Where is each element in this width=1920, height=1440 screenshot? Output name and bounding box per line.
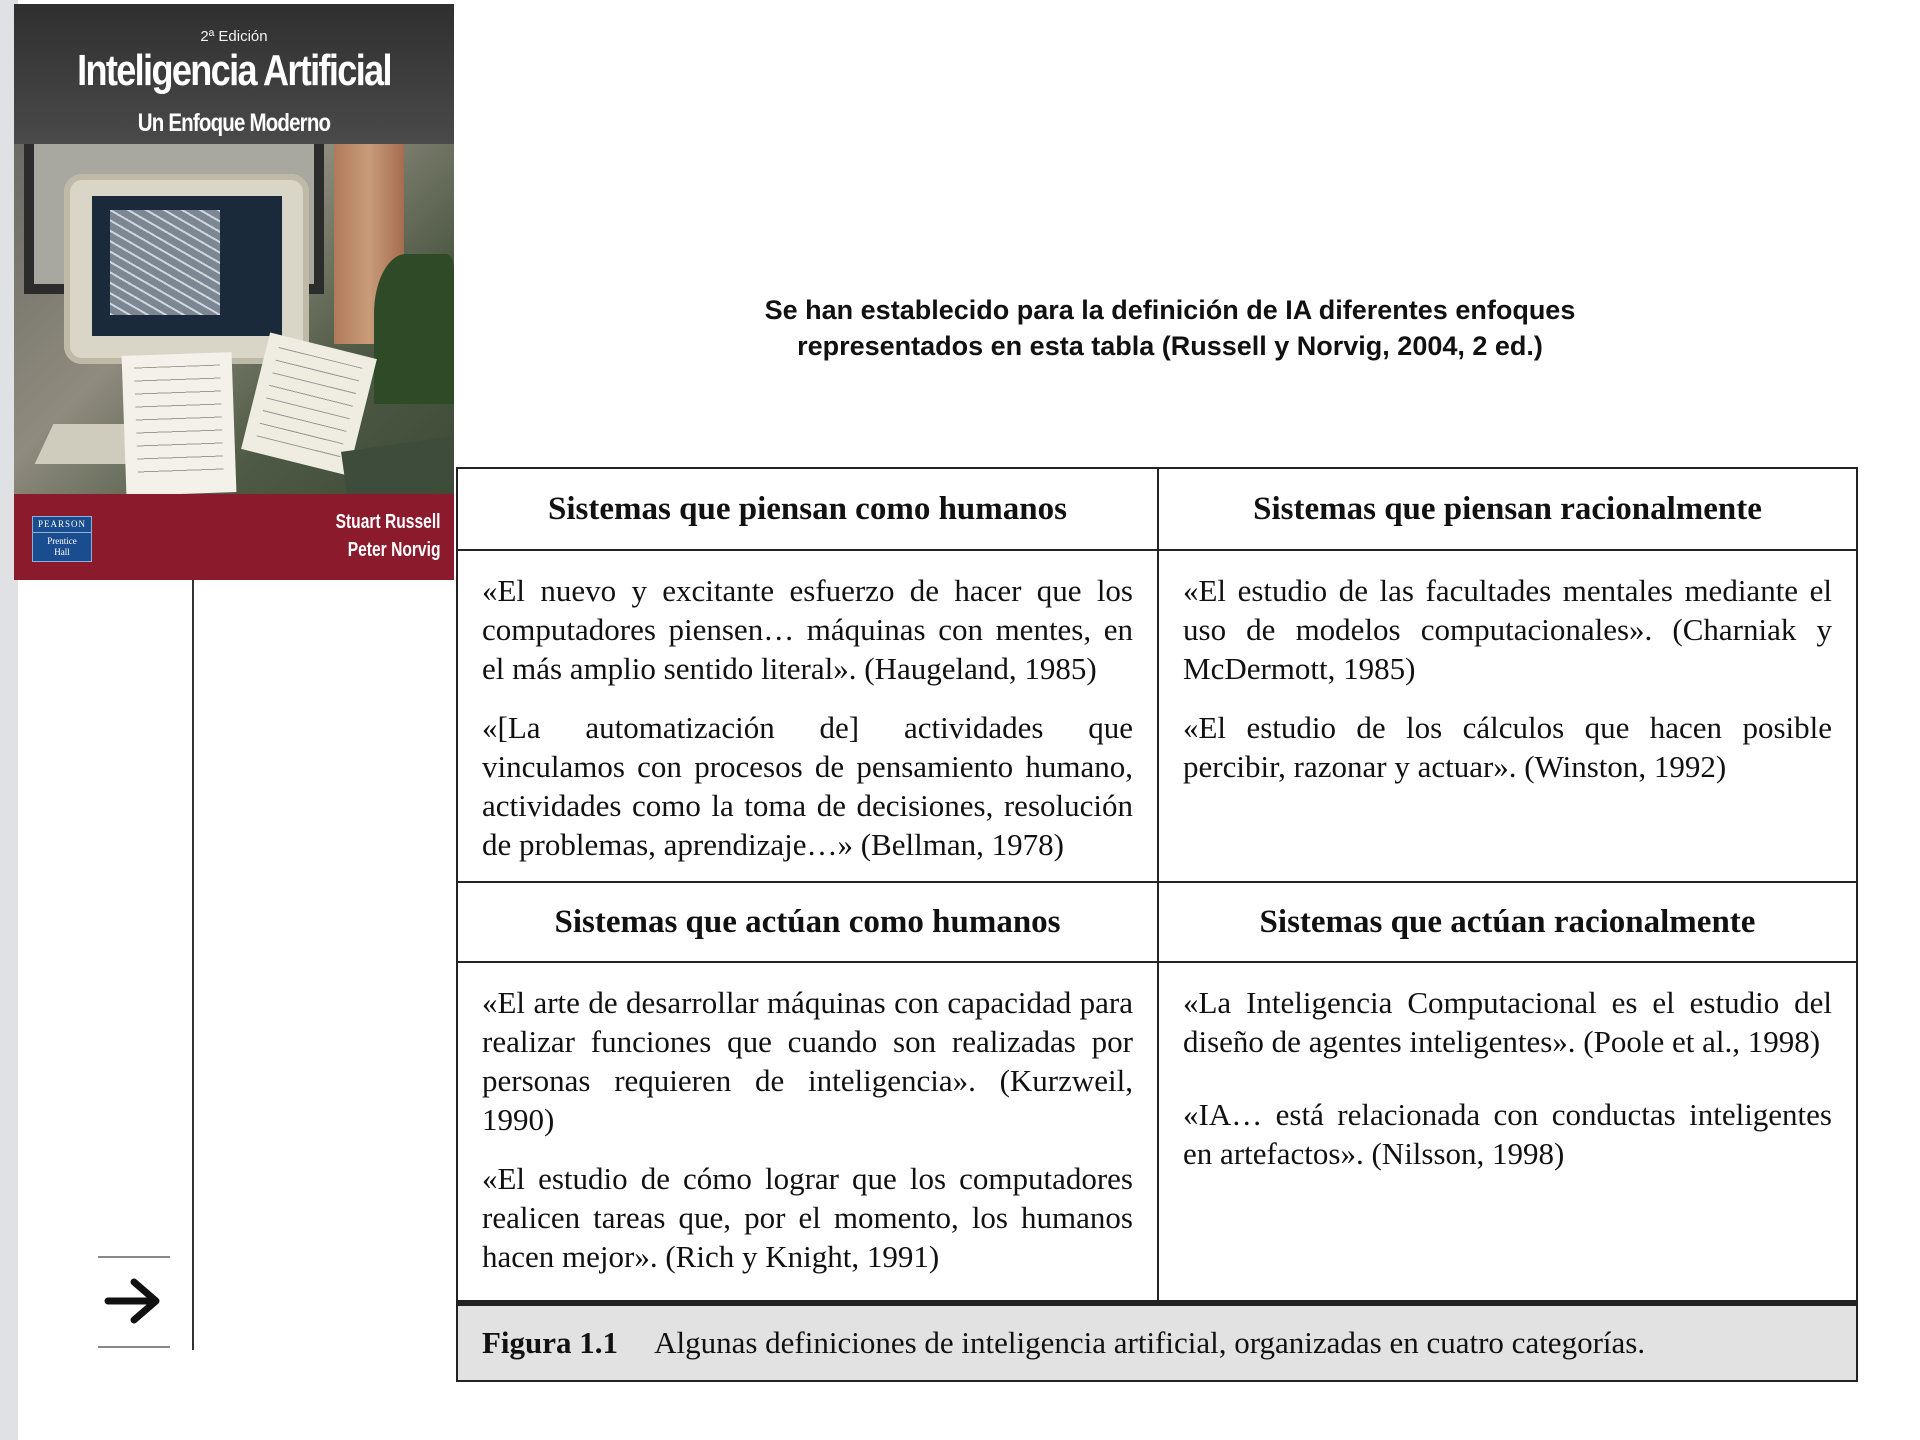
nav-divider — [98, 1256, 170, 1258]
heading-line: representados en esta tabla (Russell y Norvig, 2004, 2 ed.) — [797, 331, 1543, 361]
definition-quote: «El estudio de las facultades mentales mediante el uso de modelos computacionales». (Charniak y McDermott, 1985) — [1183, 573, 1832, 686]
publisher-logo: PEARSON Prentice Hall — [32, 516, 92, 562]
header-act-rational: Sistemas que actúan racionalmente — [1259, 903, 1756, 940]
vertical-rule — [192, 580, 194, 1350]
slide-heading — [660, 292, 1680, 364]
cover-title: Inteligencia Artificial — [77, 46, 391, 95]
definition-quote: «El nuevo y excitante esfuerzo de hacer que los computadores piensen… máquinas con mentes, en el más amplio sentido literal». (Haugeland, 1985) — [482, 573, 1133, 686]
cell-think-human — [458, 551, 1157, 881]
header-think-rational: Sistemas que piensan racionalmente — [1253, 490, 1762, 527]
definition-quote: «El arte de desarrollar máquinas con capacidad para realizar funciones que cuando son realizadas por personas requieren de inteligencia». (Kurzweil, 1990) — [482, 985, 1133, 1137]
cover-title-band — [14, 4, 454, 144]
cover-author: Peter Norvig — [347, 539, 440, 561]
definition-quote: «El estudio de los cálculos que hacen posible percibir, razonar y actuar». (Winston, 1992) — [1183, 710, 1832, 784]
cell-think-rational — [1159, 551, 1856, 881]
cover-illustration — [14, 144, 454, 494]
nav-divider — [98, 1346, 170, 1348]
cover-edition: 2ª Edición — [200, 28, 268, 45]
cover-tree — [374, 254, 454, 404]
header-act-human: Sistemas que actúan como humanos — [554, 903, 1061, 940]
heading-line: Se han establecido para la definición de IA diferentes enfoques — [764, 295, 1576, 325]
definitions-table — [456, 467, 1858, 1382]
header-think-human: Sistemas que piensan como humanos — [548, 490, 1067, 527]
definition-quote: «IA… está relacionada con conductas inteligentes en artefactos». (Nilsson, 1998) — [1183, 1097, 1832, 1171]
cover-device — [341, 437, 454, 502]
definition-quote: «La Inteligencia Computacional es el estudio del diseño de agentes inteligentes». (Poole et al., 1998) — [1183, 985, 1832, 1059]
right-arrow-icon[interactable] — [104, 1276, 162, 1326]
cover-authors — [335, 508, 440, 564]
cover-screen — [92, 196, 282, 336]
cover-paper — [122, 352, 237, 496]
cover-subtitle: Un Enfoque Moderno — [137, 109, 331, 137]
definition-quote: «El estudio de cómo lograr que los computadores realicen tareas que, por el momento, los humanos hacen mejor». (Rich y Knight, 1991) — [482, 1161, 1133, 1274]
caption-text: Algunas definiciones de inteligencia artificial, organizadas en cuatro categorías. — [654, 1325, 1646, 1360]
cover-author: Stuart Russell — [335, 511, 440, 533]
cell-act-human — [458, 963, 1157, 1300]
cell-act-rational — [1159, 963, 1856, 1300]
caption-label: Figura 1.1 — [482, 1325, 619, 1360]
cover-author-band — [14, 494, 454, 580]
definition-quote: «[La automatización de] actividades que vinculamos con procesos de pensamiento humano, actividades como la toma de decisiones, resolución de problemas, aprendizaje…» (Bellman, 1978) — [482, 710, 1133, 862]
book-cover[interactable] — [14, 4, 454, 580]
figure-caption — [458, 1300, 1856, 1380]
